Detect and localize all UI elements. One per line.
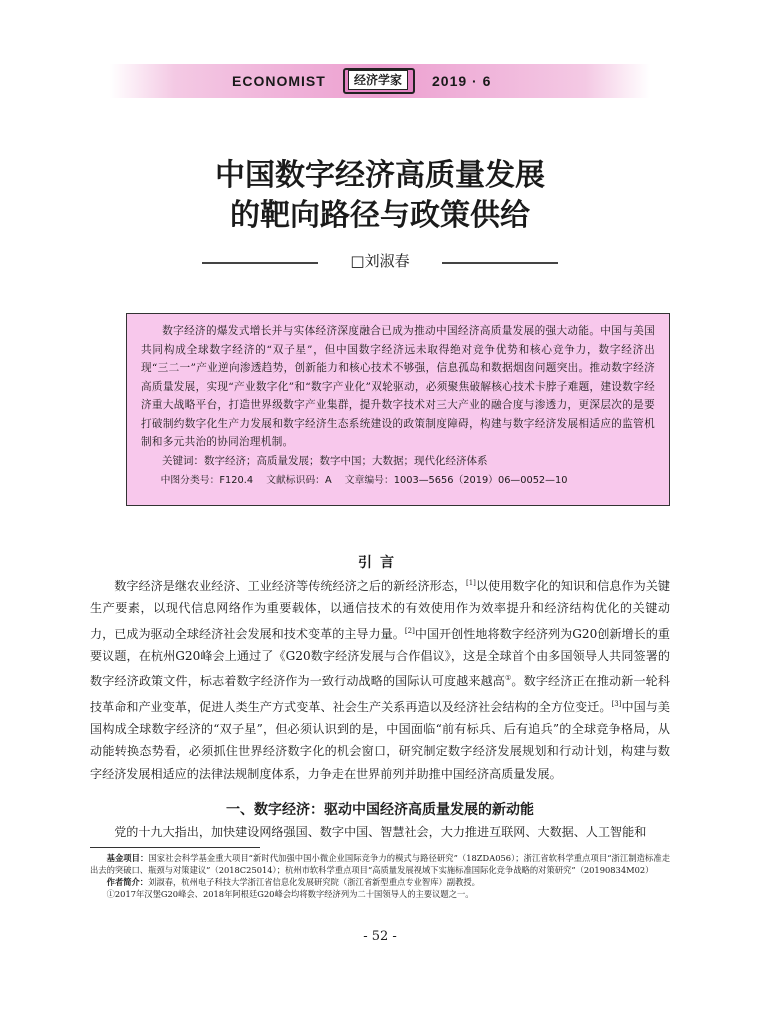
text-run: 中国开创性地将数字经济列为G20创新增长的重要议题，在杭州G20峰会上通过了《G20数字经济发展与合作倡议》，这是全球首个由多国领导人共同签署的数字经济政策文件，标志着数字经济作为一致行动战略的国际认可度越来越高 [90,626,670,689]
author-text: 刘淑春，杭州电子科技大学浙江省信息化发展研究院（浙江省新型重点专业智库）副教授。 [148,877,480,887]
text-run: 中国与美国构成全球数字经济的“双子星”，但必须认识到的是，中国面临“前有标兵、后有追兵”的全球竞争格局，从动能转换态势看，必须抓住世界经济数字化的机会窗口，研究制定数字经济发展规划和行动计划，构建与数字经济发展相适应的法律法规制度体系，力争走在世界前列并助推中国经济高质量发展。 [90,699,670,781]
document-code: 文献标识码：A [266,474,332,486]
journal-name-cn: 经济学家 [348,70,408,90]
keywords: 关键词：数字经济；高质量发展；数字中国；大数据；现代化经济体系 [162,454,488,467]
section-1-heading: 一、数字经济：驱动中国经济高质量发展的新动能 [226,802,534,818]
author-name: □刘淑春 [318,250,442,271]
issue-number: 2019 · 6 [432,73,492,89]
footnote-1: ①2017年汉堡G20峰会、2018年阿根廷G20峰会均将数字经济列为二十国领导人的主要议题之一。 [106,889,474,899]
footnote-rule [90,847,260,848]
text-run: 以使用数字化的知识和信息作为关键生产要素，以现代信息网络作为重要载体，以通信技术的有效使用作为效率提升和经济结构优化的关键动力，已成为驱动全球经济社会发展和技术变革的主导力量。 [90,579,670,641]
footnote-ref[interactable]: ① [505,674,512,683]
article-number: 文章编号：1003—5656（2019）06—0052—10 [344,474,568,486]
text-run: 。数字经济正在推动新一轮科技革命和产业变革，促进人类生产方式变革、社会生产关系再造以及经济社会结构的全方位变迁。 [90,674,670,714]
footnotes [90,852,670,900]
author-note [90,876,670,888]
page-number: - 52 - [363,929,397,944]
fund-text: 国家社会科学基金重大项目“新时代加强中国小微企业国际竞争力的模式与路径研究”（18ZDA056）；浙江省软科学重点项目“浙江制造标准走出去的突破口、瓶颈与对策建议”（2018C25014）；杭州市软科学重点项目“高质量发展视域下实施标准国际化竞争战略的对策研究”（20190834M02） [90,853,670,875]
text-run: 数字经济是继农业经济、工业经济等传统经济之后的新经济形态， [114,579,466,594]
intro-heading: 引言 [358,555,402,571]
article-title [100,156,660,236]
author-label: 作者简介： [106,877,149,887]
citation-ref[interactable]: [3] [611,699,622,708]
title-line-1: 中国数字经济高质量发展 [215,158,545,193]
abstract-box [126,313,670,506]
class-number: 中图分类号：F120.4 [160,474,254,486]
fund-note [90,852,670,876]
fund-label: 基金项目： [106,853,149,863]
section-1-paragraph: 党的十九大指出，加快建设网络强国、数字中国、智慧社会，大力推进互联网、大数据、人工智能和 [114,825,647,839]
abstract-text: 数字经济的爆发式增长并与实体经济深度融合已成为推动中国经济高质量发展的强大动能。中国与美国共同构成全球数字经济的“双子星”，但中国数字经济远未取得绝对竞争优势和核心竞争力，数字经济出现“三二一”产业逆向渗透趋势，创新能力和核心技术不够强，信息孤岛和数据烟囱问题突出。推动数字经济高质量发展，实现“产业数字化”和“数字产业化”双轮驱动，必须聚焦破解核心技术卡脖子难题，建设数字经济重大战略平台，打造世界级数字产业集群，提升数字技术对三大产业的融合度与渗透力，更深层次的是要打破制约数字化生产力发展和数字经济生态系统建设的政策制度障碍，构建与数字经济发展相适应的监管机制和多元共治的协同治理机制。 [141,325,655,448]
citation-ref[interactable]: [1] [465,579,476,587]
intro-paragraph [90,572,670,785]
journal-name-en: ECONOMIST [232,73,326,89]
classification-line [141,472,655,486]
citation-ref[interactable]: [2] [404,626,415,635]
title-line-2: 的靶向路径与政策供给 [230,198,530,233]
